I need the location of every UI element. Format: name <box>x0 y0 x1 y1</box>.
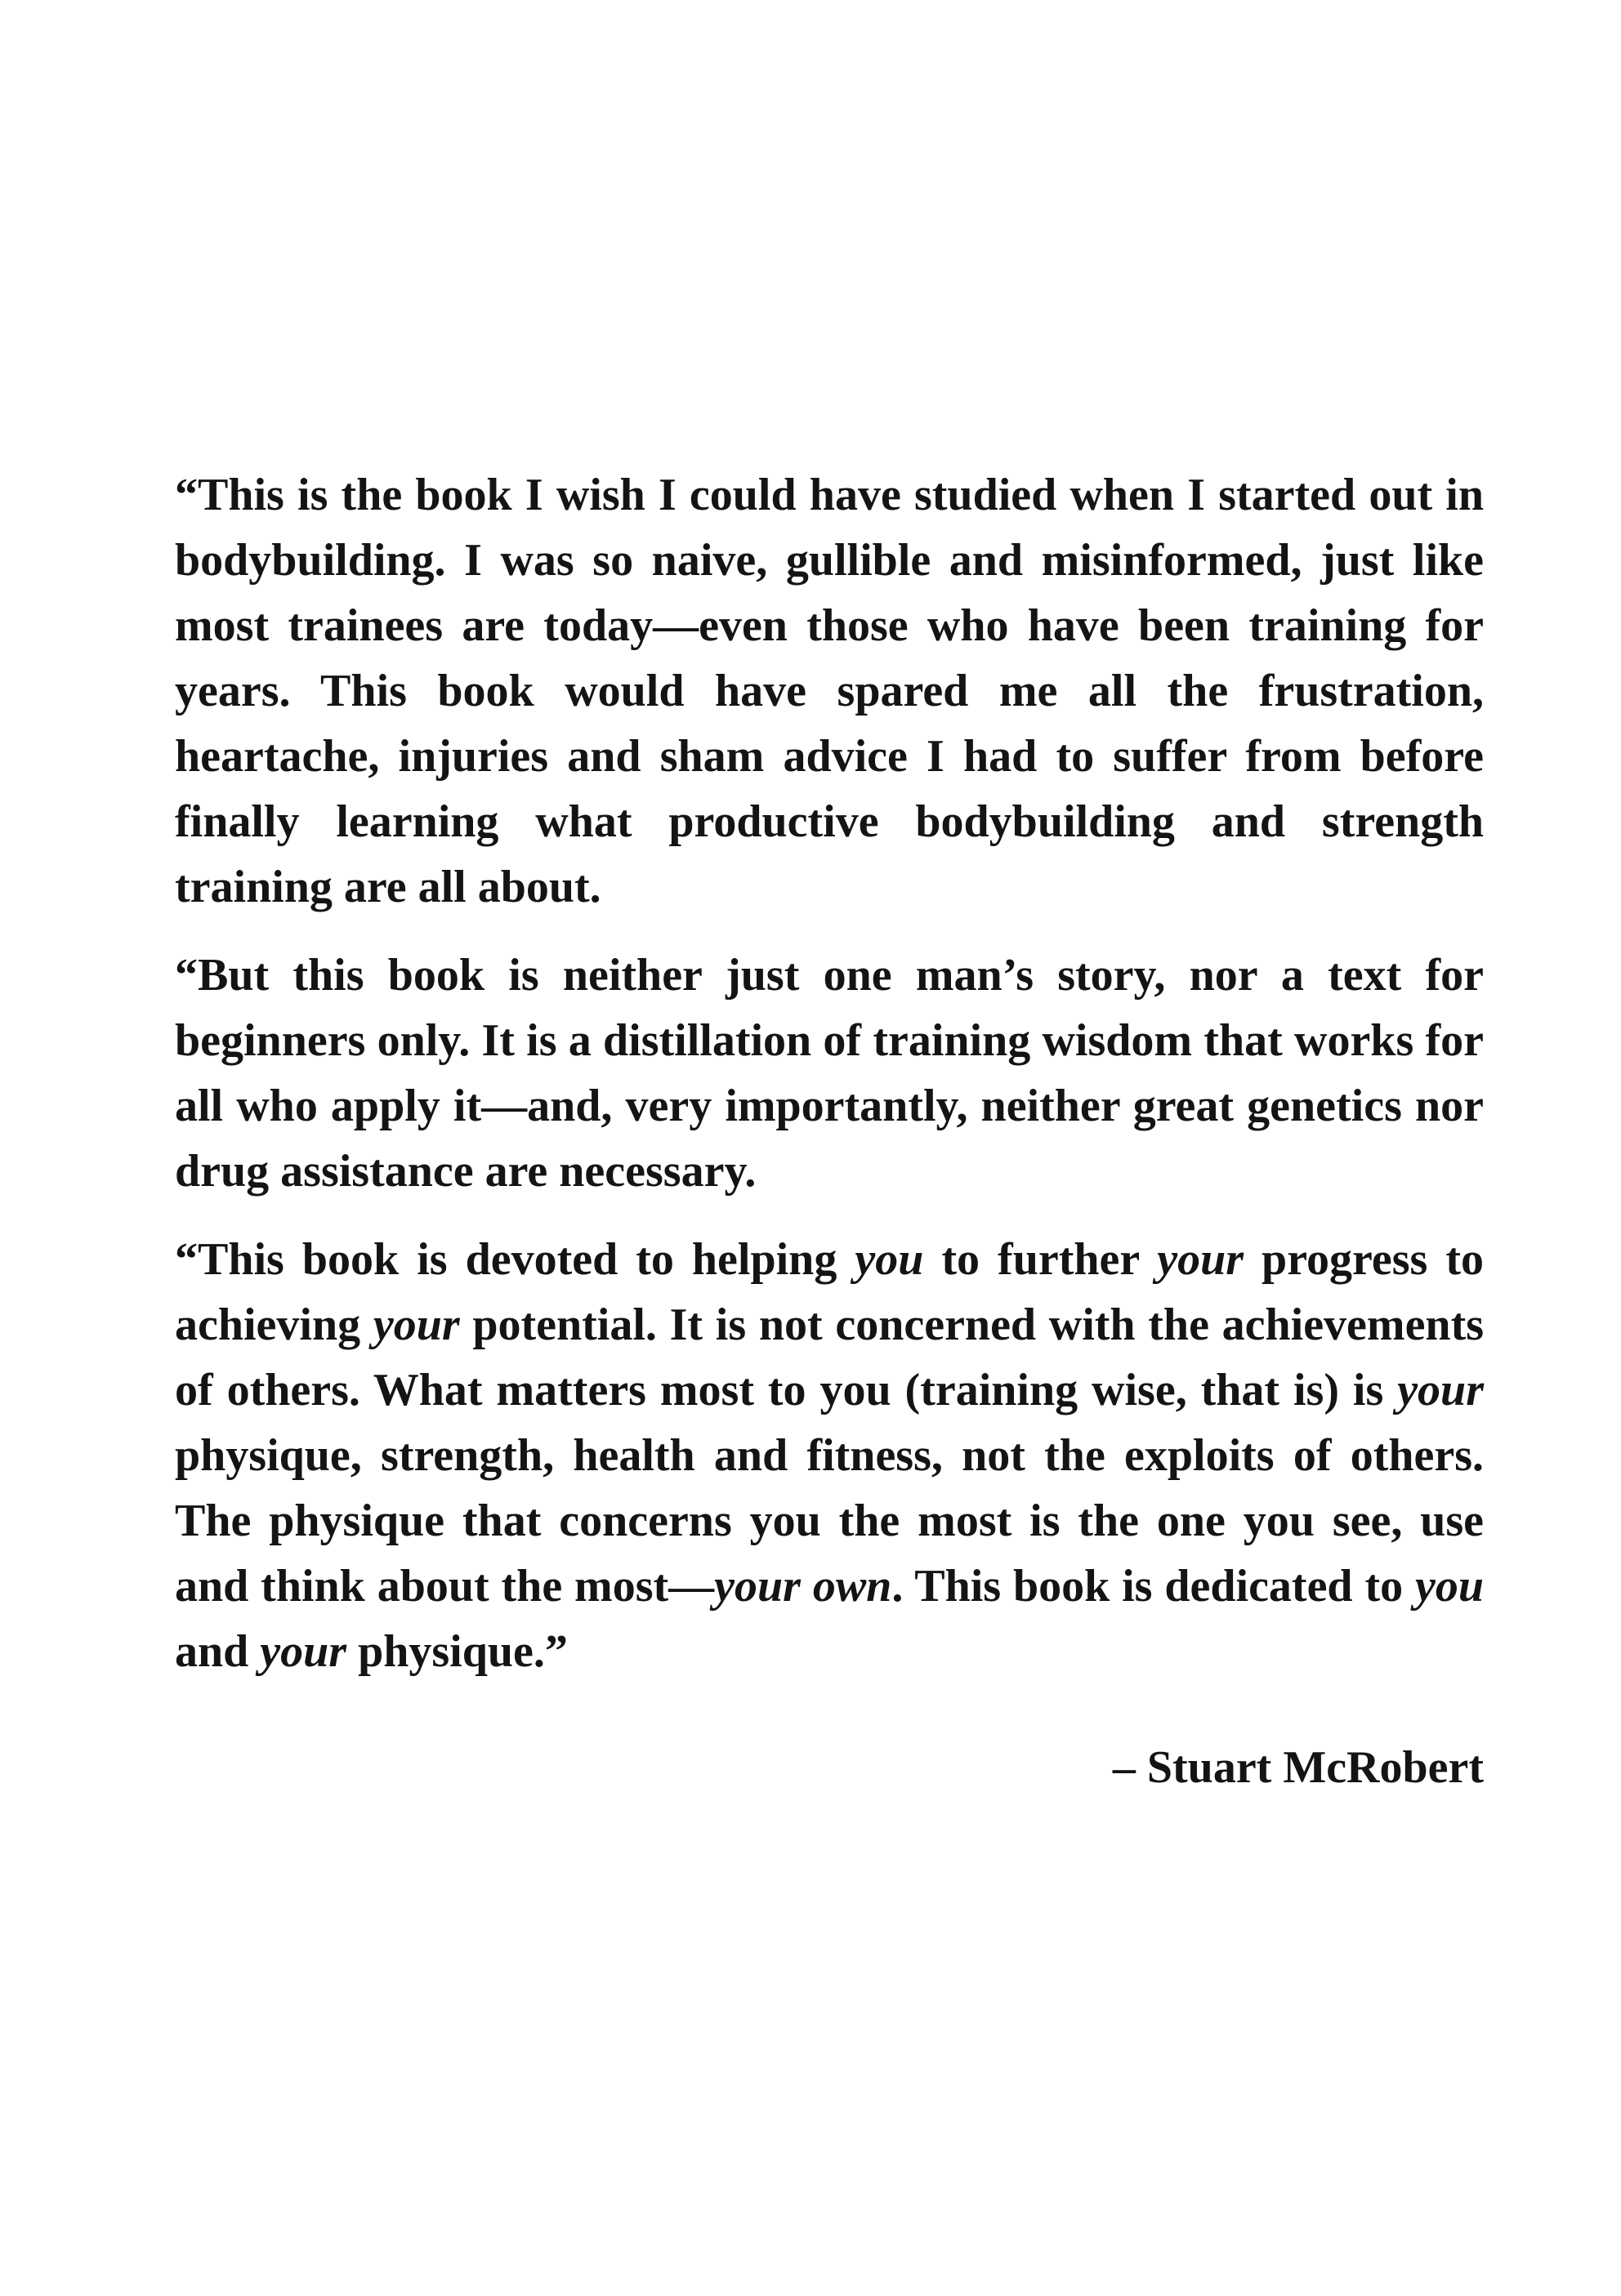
emphasis-run: your <box>260 1626 347 1677</box>
text-run: potential. It is not concerned with the achievements of others. What matters most to you (training wise, that is) is <box>175 1300 1485 1415</box>
text-run: physique.” <box>346 1626 568 1677</box>
quote-block <box>175 462 1484 1800</box>
emphasis-run: your own <box>714 1561 892 1612</box>
emphasis-run: your <box>1397 1365 1484 1415</box>
quote-paragraph-1: “This is the book I wish I could have studied when I started out in bodybuilding. I was so naive, gullible and misinformed, just like most trainees are today—even those who have been training for years. This book would have spared me all the frustration, heartache, injuries and sham advice I had to suffer from before finally learning what productive bodybuilding and strength training are all about. <box>175 470 1484 912</box>
text-run: progress to achieving <box>175 1234 1485 1350</box>
text-run: and <box>175 1626 261 1677</box>
emphasis-run: your <box>1157 1234 1244 1285</box>
emphasis-run: you <box>855 1234 924 1285</box>
quote-paragraph-2: “But this book is neither just one man’s story, nor a text for beginners only. It is a distillation of training wisdom that works for all who apply it—and, very importantly, neither great genetics nor drug assistance are necessary. <box>175 950 1484 1197</box>
attribution: – Stuart McRobert <box>1112 1742 1484 1793</box>
text-run: to further <box>923 1234 1158 1285</box>
text-run: “This book is devoted to helping <box>175 1234 855 1285</box>
text-run: . This book is dedicated to <box>891 1561 1415 1612</box>
text-run: physique, strength, health and fitness, not the exploits of others. The physique that concerns you the most is the one you see, use and think about the most— <box>175 1430 1484 1612</box>
emphasis-run: you <box>1415 1561 1484 1612</box>
emphasis-run: your <box>373 1300 460 1350</box>
quote-paragraph-3 <box>175 1227 1484 1684</box>
